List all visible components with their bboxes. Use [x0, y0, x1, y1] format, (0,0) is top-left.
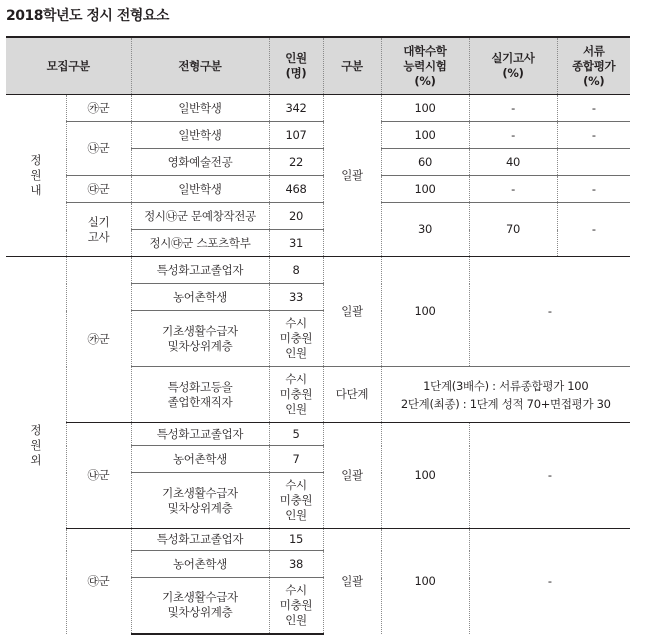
document-cell	[557, 149, 630, 176]
practical-cell: -	[469, 529, 630, 634]
count-cell: 33	[269, 284, 323, 311]
practical-cell: -	[469, 423, 630, 529]
admission-type-cell: 일반학생	[131, 95, 269, 122]
count-cell: 468	[269, 176, 323, 203]
suneung-cell: 100	[381, 95, 469, 122]
group-na: ㉯군	[66, 122, 131, 176]
practical-cell: -	[469, 257, 630, 367]
document-cell: -	[557, 176, 630, 203]
count-cell: 수시 미충원 인원	[269, 367, 323, 423]
count-cell: 22	[269, 149, 323, 176]
header-row	[6, 37, 630, 95]
count-cell: 수시 미충원 인원	[269, 578, 323, 634]
count-cell: 20	[269, 203, 323, 230]
header-recruit-type: 모집구분	[6, 37, 131, 95]
page-title: 2018학년도 정시 전형요소	[6, 8, 169, 24]
suneung-cell: 100	[381, 176, 469, 203]
header-category: 구분	[323, 37, 381, 95]
group-ga: ㉮군	[66, 95, 131, 122]
table-row	[6, 176, 630, 203]
category-cell: 일괄	[323, 529, 381, 634]
suneung-cell: 100	[381, 257, 469, 367]
admission-type-cell: 일반학생	[131, 122, 269, 149]
admission-type-cell: 영화예술전공	[131, 149, 269, 176]
practical-cell: -	[469, 176, 557, 203]
admission-type-cell: 일반학생	[131, 176, 269, 203]
group-outside: 정 원 외	[6, 257, 66, 634]
admission-type-cell: 농어촌학생	[131, 551, 269, 578]
admission-type-cell: 농어촌학생	[131, 284, 269, 311]
header-document: 서류 종합평가 (%)	[557, 37, 630, 95]
practical-cell: -	[469, 95, 557, 122]
admission-type-cell: 정시㉰군 스포츠학부	[131, 230, 269, 257]
admission-type-cell: 기초생활수급자 및차상위계층	[131, 578, 269, 634]
admission-type-cell: 특성화고교졸업자	[131, 529, 269, 551]
group-inside: 정 원 내	[30, 153, 42, 197]
admission-type-cell: 정시㉯군 문예창작전공	[131, 203, 269, 230]
group-na-outside: ㉯군	[66, 423, 131, 529]
admission-type-cell: 기초생활수급자 및차상위계층	[131, 473, 269, 529]
document-cell: -	[557, 95, 630, 122]
header-practical: 실기고사 (%)	[469, 37, 557, 95]
table-row	[6, 257, 630, 284]
table-row	[6, 529, 630, 551]
count-cell: 수시 미충원 인원	[269, 311, 323, 367]
count-cell: 15	[269, 529, 323, 551]
suneung-cell: 30	[381, 203, 469, 257]
group-ga-outside: ㉮군	[66, 257, 131, 423]
document-cell: -	[557, 203, 630, 257]
practical-cell: 40	[469, 149, 557, 176]
table-row	[6, 122, 630, 149]
suneung-cell: 100	[381, 423, 469, 529]
count-cell: 38	[269, 551, 323, 578]
suneung-cell: 60	[381, 149, 469, 176]
group-da-outside: ㉰군	[66, 529, 131, 634]
phase-description: 1단계(3배수) : 서류종합평가 100 2단계(최종) : 1단계 성적 70+면접평가 30	[381, 367, 630, 423]
suneung-cell: 100	[381, 529, 469, 634]
count-cell: 7	[269, 446, 323, 473]
category-cell: 다단계	[323, 367, 381, 423]
count-cell: 5	[269, 423, 323, 446]
admission-table	[6, 36, 630, 635]
admission-type-cell: 특성화고등을 졸업한재직자	[131, 367, 269, 423]
count-cell: 107	[269, 122, 323, 149]
header-count: 인원 (명)	[269, 37, 323, 95]
group-da: ㉰군	[66, 176, 131, 203]
suneung-cell: 100	[381, 122, 469, 149]
group-silgi: 실기 고사	[66, 203, 131, 257]
practical-cell: 70	[469, 203, 557, 257]
count-cell: 8	[269, 257, 323, 284]
admission-type-cell: 특성화고교졸업자	[131, 257, 269, 284]
table-row	[6, 95, 630, 122]
admission-type-cell: 농어촌학생	[131, 446, 269, 473]
table-row	[6, 203, 630, 230]
document-cell: -	[557, 122, 630, 149]
count-cell: 수시 미충원 인원	[269, 473, 323, 529]
header-suneung: 대학수학 능력시험 (%)	[381, 37, 469, 95]
admission-type-cell: 기초생활수급자 및차상위계층	[131, 311, 269, 367]
count-cell: 31	[269, 230, 323, 257]
admission-type-cell: 특성화고교졸업자	[131, 423, 269, 446]
category-cell: 일괄	[323, 95, 381, 257]
category-cell: 일괄	[323, 423, 381, 529]
practical-cell: -	[469, 122, 557, 149]
count-cell: 342	[269, 95, 323, 122]
table-row	[6, 423, 630, 446]
header-admission-type: 전형구분	[131, 37, 269, 95]
category-cell: 일괄	[323, 257, 381, 367]
